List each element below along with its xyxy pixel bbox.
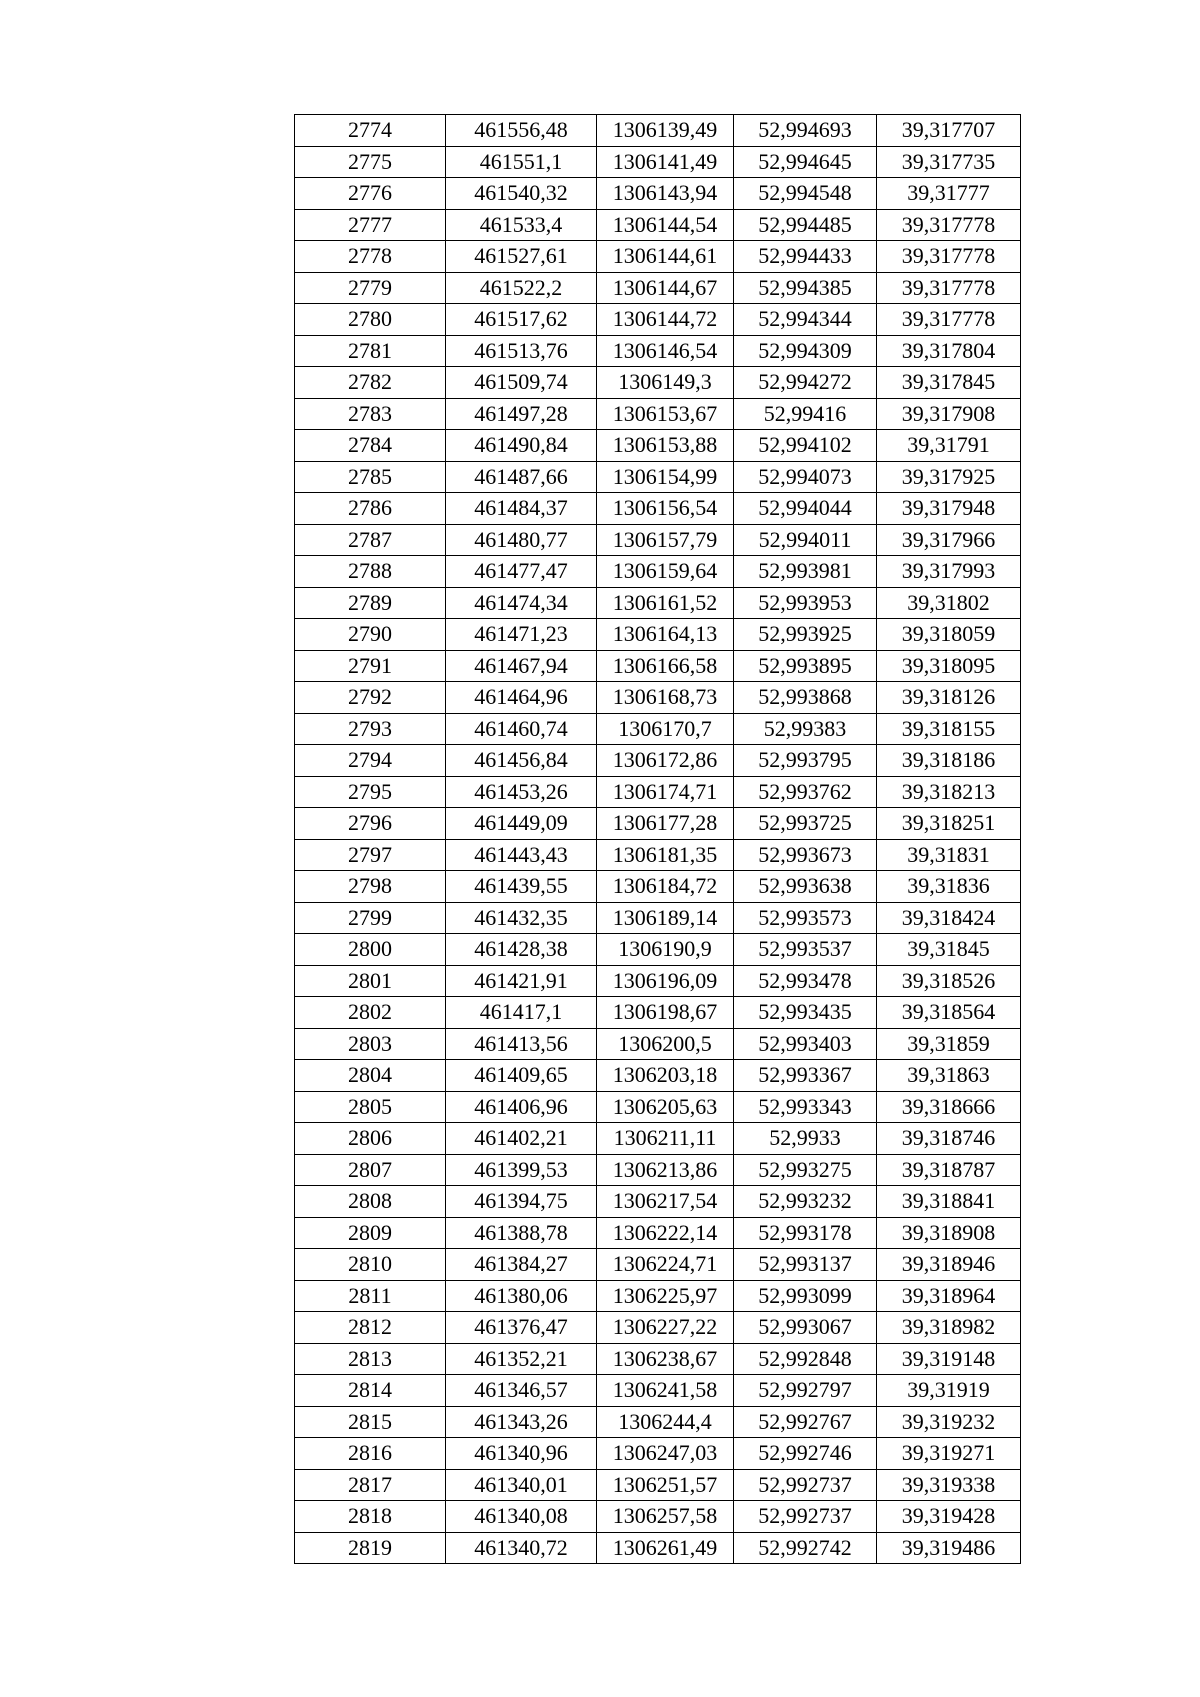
point-number-cell: 2817: [295, 1469, 446, 1501]
longitude-cell: 39,317948: [877, 493, 1021, 525]
table-row: [295, 934, 1021, 966]
longitude-cell: 39,318095: [877, 650, 1021, 682]
longitude-cell: 39,317778: [877, 272, 1021, 304]
table-row: [295, 1091, 1021, 1123]
x-coordinate-cell: 461352,21: [446, 1343, 597, 1375]
table-row: [295, 209, 1021, 241]
y-coordinate-cell: 1306149,3: [597, 367, 734, 399]
table-row: [295, 965, 1021, 997]
point-number-cell: 2818: [295, 1501, 446, 1533]
x-coordinate-cell: 461421,91: [446, 965, 597, 997]
table-row: [295, 1154, 1021, 1186]
latitude-cell: 52,994433: [734, 241, 877, 273]
y-coordinate-cell: 1306217,54: [597, 1186, 734, 1218]
latitude-cell: 52,99383: [734, 713, 877, 745]
longitude-cell: 39,317778: [877, 241, 1021, 273]
table-row: [295, 493, 1021, 525]
latitude-cell: 52,994485: [734, 209, 877, 241]
y-coordinate-cell: 1306154,99: [597, 461, 734, 493]
point-number-cell: 2805: [295, 1091, 446, 1123]
latitude-cell: 52,993343: [734, 1091, 877, 1123]
latitude-cell: 52,992742: [734, 1532, 877, 1564]
table-row: [295, 1217, 1021, 1249]
point-number-cell: 2816: [295, 1438, 446, 1470]
latitude-cell: 52,994385: [734, 272, 877, 304]
y-coordinate-cell: 1306161,52: [597, 587, 734, 619]
table-row: [295, 304, 1021, 336]
latitude-cell: 52,992737: [734, 1501, 877, 1533]
y-coordinate-cell: 1306238,67: [597, 1343, 734, 1375]
x-coordinate-cell: 461443,43: [446, 839, 597, 871]
latitude-cell: 52,994044: [734, 493, 877, 525]
point-number-cell: 2791: [295, 650, 446, 682]
longitude-cell: 39,318251: [877, 808, 1021, 840]
y-coordinate-cell: 1306227,22: [597, 1312, 734, 1344]
longitude-cell: 39,318964: [877, 1280, 1021, 1312]
latitude-cell: 52,994272: [734, 367, 877, 399]
point-number-cell: 2787: [295, 524, 446, 556]
latitude-cell: 52,994548: [734, 178, 877, 210]
latitude-cell: 52,993099: [734, 1280, 877, 1312]
y-coordinate-cell: 1306170,7: [597, 713, 734, 745]
y-coordinate-cell: 1306181,35: [597, 839, 734, 871]
point-number-cell: 2776: [295, 178, 446, 210]
point-number-cell: 2778: [295, 241, 446, 273]
point-number-cell: 2795: [295, 776, 446, 808]
point-number-cell: 2802: [295, 997, 446, 1029]
longitude-cell: 39,31919: [877, 1375, 1021, 1407]
latitude-cell: 52,993275: [734, 1154, 877, 1186]
latitude-cell: 52,992737: [734, 1469, 877, 1501]
y-coordinate-cell: 1306144,61: [597, 241, 734, 273]
point-number-cell: 2774: [295, 115, 446, 147]
x-coordinate-cell: 461340,72: [446, 1532, 597, 1564]
point-number-cell: 2801: [295, 965, 446, 997]
point-number-cell: 2786: [295, 493, 446, 525]
longitude-cell: 39,318424: [877, 902, 1021, 934]
point-number-cell: 2794: [295, 745, 446, 777]
table-row: [295, 1343, 1021, 1375]
longitude-cell: 39,317778: [877, 209, 1021, 241]
y-coordinate-cell: 1306205,63: [597, 1091, 734, 1123]
table-row: [295, 1375, 1021, 1407]
x-coordinate-cell: 461449,09: [446, 808, 597, 840]
y-coordinate-cell: 1306251,57: [597, 1469, 734, 1501]
y-coordinate-cell: 1306159,64: [597, 556, 734, 588]
y-coordinate-cell: 1306211,11: [597, 1123, 734, 1155]
y-coordinate-cell: 1306172,86: [597, 745, 734, 777]
latitude-cell: 52,992767: [734, 1406, 877, 1438]
point-number-cell: 2798: [295, 871, 446, 903]
latitude-cell: 52,992797: [734, 1375, 877, 1407]
longitude-cell: 39,317707: [877, 115, 1021, 147]
point-number-cell: 2819: [295, 1532, 446, 1564]
point-number-cell: 2797: [295, 839, 446, 871]
latitude-cell: 52,993795: [734, 745, 877, 777]
table-row: [295, 430, 1021, 462]
x-coordinate-cell: 461527,61: [446, 241, 597, 273]
latitude-cell: 52,993925: [734, 619, 877, 651]
y-coordinate-cell: 1306200,5: [597, 1028, 734, 1060]
x-coordinate-cell: 461517,62: [446, 304, 597, 336]
x-coordinate-cell: 461388,78: [446, 1217, 597, 1249]
longitude-cell: 39,317845: [877, 367, 1021, 399]
table-row: [295, 1280, 1021, 1312]
longitude-cell: 39,318126: [877, 682, 1021, 714]
longitude-cell: 39,317925: [877, 461, 1021, 493]
table-row: [295, 808, 1021, 840]
longitude-cell: 39,319271: [877, 1438, 1021, 1470]
y-coordinate-cell: 1306168,73: [597, 682, 734, 714]
x-coordinate-cell: 461474,34: [446, 587, 597, 619]
table-row: [295, 997, 1021, 1029]
longitude-cell: 39,319428: [877, 1501, 1021, 1533]
latitude-cell: 52,993403: [734, 1028, 877, 1060]
longitude-cell: 39,319232: [877, 1406, 1021, 1438]
latitude-cell: 52,993367: [734, 1060, 877, 1092]
table-row: [295, 367, 1021, 399]
longitude-cell: 39,31859: [877, 1028, 1021, 1060]
longitude-cell: 39,31845: [877, 934, 1021, 966]
y-coordinate-cell: 1306166,58: [597, 650, 734, 682]
coordinates-table: [294, 114, 1021, 1564]
y-coordinate-cell: 1306139,49: [597, 115, 734, 147]
latitude-cell: 52,9933: [734, 1123, 877, 1155]
y-coordinate-cell: 1306144,67: [597, 272, 734, 304]
longitude-cell: 39,318155: [877, 713, 1021, 745]
y-coordinate-cell: 1306261,49: [597, 1532, 734, 1564]
x-coordinate-cell: 461509,74: [446, 367, 597, 399]
x-coordinate-cell: 461376,47: [446, 1312, 597, 1344]
longitude-cell: 39,31836: [877, 871, 1021, 903]
x-coordinate-cell: 461394,75: [446, 1186, 597, 1218]
longitude-cell: 39,317778: [877, 304, 1021, 336]
table-row: [295, 619, 1021, 651]
point-number-cell: 2793: [295, 713, 446, 745]
latitude-cell: 52,993537: [734, 934, 877, 966]
table-row: [295, 1532, 1021, 1564]
longitude-cell: 39,318946: [877, 1249, 1021, 1281]
longitude-cell: 39,317804: [877, 335, 1021, 367]
latitude-cell: 52,993573: [734, 902, 877, 934]
y-coordinate-cell: 1306144,54: [597, 209, 734, 241]
longitude-cell: 39,31791: [877, 430, 1021, 462]
y-coordinate-cell: 1306156,54: [597, 493, 734, 525]
table-row: [295, 776, 1021, 808]
longitude-cell: 39,318982: [877, 1312, 1021, 1344]
table-row: [295, 146, 1021, 178]
x-coordinate-cell: 461456,84: [446, 745, 597, 777]
table-row: [295, 1312, 1021, 1344]
longitude-cell: 39,317966: [877, 524, 1021, 556]
y-coordinate-cell: 1306241,58: [597, 1375, 734, 1407]
y-coordinate-cell: 1306222,14: [597, 1217, 734, 1249]
y-coordinate-cell: 1306184,72: [597, 871, 734, 903]
x-coordinate-cell: 461380,06: [446, 1280, 597, 1312]
latitude-cell: 52,994073: [734, 461, 877, 493]
x-coordinate-cell: 461480,77: [446, 524, 597, 556]
latitude-cell: 52,994344: [734, 304, 877, 336]
latitude-cell: 52,994693: [734, 115, 877, 147]
latitude-cell: 52,993673: [734, 839, 877, 871]
x-coordinate-cell: 461439,55: [446, 871, 597, 903]
latitude-cell: 52,992746: [734, 1438, 877, 1470]
x-coordinate-cell: 461402,21: [446, 1123, 597, 1155]
longitude-cell: 39,318213: [877, 776, 1021, 808]
y-coordinate-cell: 1306224,71: [597, 1249, 734, 1281]
point-number-cell: 2800: [295, 934, 446, 966]
longitude-cell: 39,317993: [877, 556, 1021, 588]
x-coordinate-cell: 461409,65: [446, 1060, 597, 1092]
y-coordinate-cell: 1306146,54: [597, 335, 734, 367]
latitude-cell: 52,994102: [734, 430, 877, 462]
point-number-cell: 2789: [295, 587, 446, 619]
y-coordinate-cell: 1306196,09: [597, 965, 734, 997]
y-coordinate-cell: 1306190,9: [597, 934, 734, 966]
x-coordinate-cell: 461406,96: [446, 1091, 597, 1123]
x-coordinate-cell: 461487,66: [446, 461, 597, 493]
table-row: [295, 1123, 1021, 1155]
x-coordinate-cell: 461556,48: [446, 115, 597, 147]
x-coordinate-cell: 461399,53: [446, 1154, 597, 1186]
table-row: [295, 902, 1021, 934]
coordinates-table-body: [295, 115, 1021, 1564]
x-coordinate-cell: 461477,47: [446, 556, 597, 588]
x-coordinate-cell: 461467,94: [446, 650, 597, 682]
table-row: [295, 461, 1021, 493]
y-coordinate-cell: 1306189,14: [597, 902, 734, 934]
table-row: [295, 1060, 1021, 1092]
point-number-cell: 2784: [295, 430, 446, 462]
latitude-cell: 52,993895: [734, 650, 877, 682]
point-number-cell: 2808: [295, 1186, 446, 1218]
point-number-cell: 2792: [295, 682, 446, 714]
y-coordinate-cell: 1306225,97: [597, 1280, 734, 1312]
longitude-cell: 39,318564: [877, 997, 1021, 1029]
x-coordinate-cell: 461340,01: [446, 1469, 597, 1501]
table-row: [295, 524, 1021, 556]
y-coordinate-cell: 1306177,28: [597, 808, 734, 840]
point-number-cell: 2785: [295, 461, 446, 493]
latitude-cell: 52,994645: [734, 146, 877, 178]
table-row: [295, 1406, 1021, 1438]
longitude-cell: 39,318746: [877, 1123, 1021, 1155]
x-coordinate-cell: 461513,76: [446, 335, 597, 367]
table-row: [295, 1186, 1021, 1218]
x-coordinate-cell: 461340,08: [446, 1501, 597, 1533]
point-number-cell: 2779: [295, 272, 446, 304]
point-number-cell: 2813: [295, 1343, 446, 1375]
table-row: [295, 713, 1021, 745]
longitude-cell: 39,318787: [877, 1154, 1021, 1186]
point-number-cell: 2811: [295, 1280, 446, 1312]
y-coordinate-cell: 1306203,18: [597, 1060, 734, 1092]
latitude-cell: 52,993435: [734, 997, 877, 1029]
y-coordinate-cell: 1306174,71: [597, 776, 734, 808]
longitude-cell: 39,31777: [877, 178, 1021, 210]
point-number-cell: 2788: [295, 556, 446, 588]
latitude-cell: 52,993762: [734, 776, 877, 808]
point-number-cell: 2777: [295, 209, 446, 241]
longitude-cell: 39,318908: [877, 1217, 1021, 1249]
point-number-cell: 2780: [295, 304, 446, 336]
latitude-cell: 52,993137: [734, 1249, 877, 1281]
y-coordinate-cell: 1306164,13: [597, 619, 734, 651]
longitude-cell: 39,319148: [877, 1343, 1021, 1375]
table-row: [295, 1028, 1021, 1060]
latitude-cell: 52,993478: [734, 965, 877, 997]
point-number-cell: 2799: [295, 902, 446, 934]
x-coordinate-cell: 461340,96: [446, 1438, 597, 1470]
longitude-cell: 39,318841: [877, 1186, 1021, 1218]
x-coordinate-cell: 461522,2: [446, 272, 597, 304]
table-row: [295, 115, 1021, 147]
x-coordinate-cell: 461453,26: [446, 776, 597, 808]
x-coordinate-cell: 461533,4: [446, 209, 597, 241]
table-row: [295, 556, 1021, 588]
table-row: [295, 745, 1021, 777]
latitude-cell: 52,993067: [734, 1312, 877, 1344]
table-row: [295, 650, 1021, 682]
point-number-cell: 2809: [295, 1217, 446, 1249]
x-coordinate-cell: 461413,56: [446, 1028, 597, 1060]
table-row: [295, 1469, 1021, 1501]
y-coordinate-cell: 1306213,86: [597, 1154, 734, 1186]
latitude-cell: 52,993725: [734, 808, 877, 840]
x-coordinate-cell: 461346,57: [446, 1375, 597, 1407]
longitude-cell: 39,319486: [877, 1532, 1021, 1564]
table-row: [295, 335, 1021, 367]
latitude-cell: 52,994011: [734, 524, 877, 556]
table-row: [295, 398, 1021, 430]
point-number-cell: 2806: [295, 1123, 446, 1155]
point-number-cell: 2796: [295, 808, 446, 840]
latitude-cell: 52,993981: [734, 556, 877, 588]
longitude-cell: 39,317735: [877, 146, 1021, 178]
y-coordinate-cell: 1306257,58: [597, 1501, 734, 1533]
y-coordinate-cell: 1306153,88: [597, 430, 734, 462]
table-row: [295, 1249, 1021, 1281]
x-coordinate-cell: 461432,35: [446, 902, 597, 934]
longitude-cell: 39,319338: [877, 1469, 1021, 1501]
longitude-cell: 39,31831: [877, 839, 1021, 871]
point-number-cell: 2804: [295, 1060, 446, 1092]
y-coordinate-cell: 1306157,79: [597, 524, 734, 556]
table-row: [295, 1438, 1021, 1470]
point-number-cell: 2783: [295, 398, 446, 430]
y-coordinate-cell: 1306244,4: [597, 1406, 734, 1438]
latitude-cell: 52,992848: [734, 1343, 877, 1375]
point-number-cell: 2807: [295, 1154, 446, 1186]
x-coordinate-cell: 461464,96: [446, 682, 597, 714]
y-coordinate-cell: 1306143,94: [597, 178, 734, 210]
x-coordinate-cell: 461428,38: [446, 934, 597, 966]
longitude-cell: 39,31863: [877, 1060, 1021, 1092]
longitude-cell: 39,31802: [877, 587, 1021, 619]
point-number-cell: 2782: [295, 367, 446, 399]
x-coordinate-cell: 461551,1: [446, 146, 597, 178]
y-coordinate-cell: 1306153,67: [597, 398, 734, 430]
longitude-cell: 39,317908: [877, 398, 1021, 430]
y-coordinate-cell: 1306144,72: [597, 304, 734, 336]
x-coordinate-cell: 461484,37: [446, 493, 597, 525]
x-coordinate-cell: 461471,23: [446, 619, 597, 651]
x-coordinate-cell: 461460,74: [446, 713, 597, 745]
table-row: [295, 839, 1021, 871]
longitude-cell: 39,318526: [877, 965, 1021, 997]
latitude-cell: 52,994309: [734, 335, 877, 367]
x-coordinate-cell: 461384,27: [446, 1249, 597, 1281]
latitude-cell: 52,99416: [734, 398, 877, 430]
longitude-cell: 39,318666: [877, 1091, 1021, 1123]
point-number-cell: 2790: [295, 619, 446, 651]
table-row: [295, 1501, 1021, 1533]
latitude-cell: 52,993638: [734, 871, 877, 903]
table-row: [295, 272, 1021, 304]
x-coordinate-cell: 461540,32: [446, 178, 597, 210]
y-coordinate-cell: 1306247,03: [597, 1438, 734, 1470]
latitude-cell: 52,993868: [734, 682, 877, 714]
point-number-cell: 2810: [295, 1249, 446, 1281]
table-row: [295, 587, 1021, 619]
x-coordinate-cell: 461490,84: [446, 430, 597, 462]
x-coordinate-cell: 461497,28: [446, 398, 597, 430]
point-number-cell: 2814: [295, 1375, 446, 1407]
point-number-cell: 2781: [295, 335, 446, 367]
table-row: [295, 682, 1021, 714]
x-coordinate-cell: 461343,26: [446, 1406, 597, 1438]
table-row: [295, 871, 1021, 903]
longitude-cell: 39,318186: [877, 745, 1021, 777]
point-number-cell: 2812: [295, 1312, 446, 1344]
latitude-cell: 52,993178: [734, 1217, 877, 1249]
latitude-cell: 52,993232: [734, 1186, 877, 1218]
point-number-cell: 2775: [295, 146, 446, 178]
x-coordinate-cell: 461417,1: [446, 997, 597, 1029]
longitude-cell: 39,318059: [877, 619, 1021, 651]
point-number-cell: 2815: [295, 1406, 446, 1438]
table-row: [295, 178, 1021, 210]
table-row: [295, 241, 1021, 273]
y-coordinate-cell: 1306198,67: [597, 997, 734, 1029]
latitude-cell: 52,993953: [734, 587, 877, 619]
point-number-cell: 2803: [295, 1028, 446, 1060]
y-coordinate-cell: 1306141,49: [597, 146, 734, 178]
